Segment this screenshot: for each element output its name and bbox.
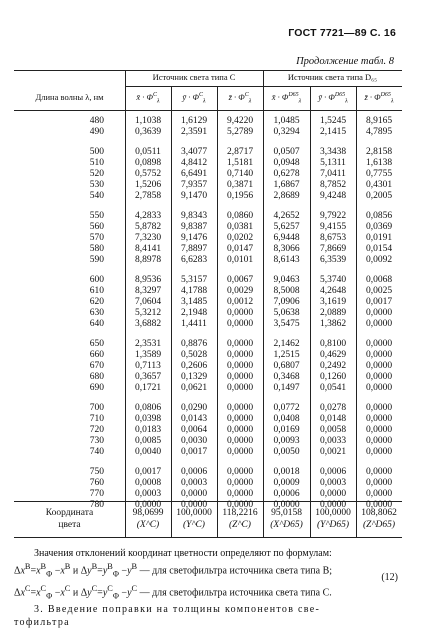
table-cell: 8,4141 bbox=[134, 244, 162, 254]
table-cell: 4,2648 bbox=[319, 286, 347, 296]
table-cell: 0,0000 bbox=[365, 403, 393, 413]
table-cell: 0,0154 bbox=[365, 244, 393, 254]
table-cell: 1,6138 bbox=[365, 158, 393, 168]
table-cell: 3,1619 bbox=[319, 297, 347, 307]
table-cell: 0,2492 bbox=[319, 361, 347, 371]
col-header-z-d65: z̄ · $\Phi^{D65}_\lambda$ bbox=[364, 92, 394, 105]
table-cell: 0,0012 bbox=[226, 297, 254, 307]
wavelength-cell: 570 bbox=[89, 233, 104, 243]
table-cell: 0,0000 bbox=[226, 383, 254, 393]
formula-type-c: $\Delta x^C=x^C_\Phi -x^C$ и $\Delta y^C=y^C_\Phi -y^C$ — для светофильтра источника света типа С. bbox=[14, 584, 332, 601]
table-cell: 8,9536 bbox=[134, 275, 162, 285]
table-cell: 9,8387 bbox=[180, 222, 208, 232]
wavelength-cell: 730 bbox=[89, 436, 104, 446]
wavelength-cell: 760 bbox=[89, 478, 104, 488]
table-continuation-caption: Продолжение табл. 8 bbox=[296, 56, 394, 67]
table-cell: 0,0191 bbox=[365, 233, 393, 243]
table-cell: 0,0003 bbox=[319, 478, 347, 488]
table-cell: 0,0000 bbox=[365, 467, 393, 477]
table-cell: 0,2005 bbox=[365, 191, 393, 201]
wavelength-cell: 510 bbox=[89, 158, 104, 168]
table-cell: 0,5752 bbox=[134, 169, 162, 179]
table-cell: 8,3297 bbox=[134, 286, 162, 296]
table-cell: 0,0006 bbox=[319, 467, 347, 477]
table-cell: 0,7755 bbox=[365, 169, 393, 179]
wavelength-cell: 540 bbox=[89, 191, 104, 201]
table-cell: 0,0021 bbox=[319, 447, 347, 457]
section-3-heading: 3. Введение поправки на толщины компонентов све- bbox=[34, 604, 321, 615]
table-cell: 7,3230 bbox=[134, 233, 162, 243]
wavelength-cell: 480 bbox=[89, 116, 104, 126]
table-cell: 6,6491 bbox=[180, 169, 208, 179]
table-cell: 9,4220 bbox=[226, 116, 254, 126]
table-cell: 1,6867 bbox=[273, 180, 300, 190]
table-cell: 0,0772 bbox=[273, 403, 300, 413]
table-cell: 5,3740 bbox=[319, 275, 347, 285]
wavelength-cell: 530 bbox=[89, 180, 104, 190]
table-cell: 1,3862 bbox=[319, 319, 347, 329]
table-cell: 0,0183 bbox=[134, 425, 162, 435]
wavelength-cell: 630 bbox=[89, 308, 104, 318]
table-cell: 0,0000 bbox=[226, 372, 254, 382]
table-cell: 0,0009 bbox=[273, 478, 300, 488]
table-cell: 9,8343 bbox=[180, 211, 208, 221]
table-cell: 6,3539 bbox=[319, 255, 347, 265]
table-cell: 0,0003 bbox=[180, 478, 208, 488]
table-cell: 8,5008 bbox=[273, 286, 300, 296]
table-cell: 0,4629 bbox=[319, 350, 347, 360]
table-cell: 0,0369 bbox=[365, 222, 393, 232]
table-cell: 0,0000 bbox=[365, 447, 393, 457]
coord-symbol: (X^D65) bbox=[270, 520, 303, 530]
table-cell: 0,0092 bbox=[365, 255, 393, 265]
table-cell: 0,0000 bbox=[226, 467, 254, 477]
table-cell: 9,1476 bbox=[180, 233, 208, 243]
table-cell: 0,0017 bbox=[365, 297, 393, 307]
table-cell: 0,1956 bbox=[226, 191, 254, 201]
table-cell: 0,0000 bbox=[365, 308, 393, 318]
table-cell: 8,6143 bbox=[273, 255, 300, 265]
table-cell: 0,0000 bbox=[365, 436, 393, 446]
coord-label-1: Координата bbox=[45, 508, 94, 518]
table-cell: 9,1470 bbox=[180, 191, 208, 201]
table-cell: 0,0381 bbox=[226, 222, 254, 232]
wavelength-cell: 670 bbox=[89, 361, 104, 371]
table-cell: 0,0000 bbox=[365, 372, 393, 382]
table-cell: 8,7852 bbox=[319, 180, 347, 190]
table-cell: 3,6882 bbox=[134, 319, 162, 329]
table-cell: 0,0000 bbox=[365, 500, 393, 510]
table-cell: 0,0030 bbox=[180, 436, 208, 446]
wavelength-cell: 640 bbox=[89, 319, 104, 329]
table-cell: 0,0000 bbox=[365, 350, 393, 360]
table-cell: 0,0169 bbox=[273, 425, 300, 435]
table-cell: 5,0638 bbox=[273, 308, 300, 318]
table-cell: 0,0856 bbox=[365, 211, 393, 221]
table-cell: 6,9448 bbox=[273, 233, 300, 243]
table-cell: 0,5028 bbox=[180, 350, 208, 360]
table-cell: 0,0033 bbox=[319, 436, 347, 446]
table-cell: 0,0000 bbox=[226, 436, 254, 446]
table-cell: 0,0000 bbox=[180, 500, 208, 510]
table-cell: 7,9357 bbox=[180, 180, 208, 190]
table-cell: 2,8689 bbox=[273, 191, 300, 201]
table-cell: 0,0017 bbox=[134, 467, 162, 477]
spectral-data-table bbox=[14, 70, 402, 538]
table-cell: 0,0000 bbox=[134, 500, 162, 510]
table-cell: 5,3157 bbox=[180, 275, 208, 285]
table-cell: 0,0000 bbox=[226, 403, 254, 413]
table-cell: 8,9165 bbox=[365, 116, 393, 126]
coord-value: 100,0000 bbox=[315, 508, 351, 518]
table-cell: 5,8782 bbox=[134, 222, 162, 232]
table-cell: 0,3294 bbox=[273, 127, 300, 137]
coord-symbol: (X^C) bbox=[136, 520, 160, 530]
coord-value: 100,0000 bbox=[176, 508, 212, 518]
table-cell: 0,0000 bbox=[365, 489, 393, 499]
wavelength-cell: 750 bbox=[89, 467, 104, 477]
formula-type-b: $\Delta x^B=x^B_\Phi -x^B$ и $\Delta y^B=y^B_\Phi -y^B$ — для светофильтра источника света типа B; bbox=[14, 562, 333, 579]
table-cell: 0,0290 bbox=[180, 403, 208, 413]
table-cell: 0,0040 bbox=[134, 447, 162, 457]
table-cell: 0,0068 bbox=[365, 275, 393, 285]
table-cell: 8,6753 bbox=[319, 233, 347, 243]
table-cell: 0,0000 bbox=[365, 383, 393, 393]
table-cell: 0,0093 bbox=[273, 436, 300, 446]
table-cell: 0,0507 bbox=[273, 147, 300, 157]
table-cell: 0,0000 bbox=[226, 350, 254, 360]
table-cell: 0,3639 bbox=[134, 127, 162, 137]
wavelength-cell: 710 bbox=[89, 414, 104, 424]
table-cell: 0,0058 bbox=[319, 425, 347, 435]
table-cell: 0,0278 bbox=[319, 403, 347, 413]
table-cell: 0,0000 bbox=[226, 425, 254, 435]
wavelength-cell: 680 bbox=[89, 372, 104, 382]
section-3-heading-cont: тофильтра bbox=[14, 617, 70, 628]
wavelength-cell: 650 bbox=[89, 339, 104, 349]
table-cell: 0,0064 bbox=[180, 425, 208, 435]
table-cell: 1,1038 bbox=[134, 116, 162, 126]
table-cell: 0,4301 bbox=[365, 180, 393, 190]
table-cell: 0,0000 bbox=[226, 489, 254, 499]
table-cell: 0,0948 bbox=[273, 158, 300, 168]
header-bottom-rule bbox=[14, 110, 402, 111]
table-cell: 0,0006 bbox=[273, 489, 300, 499]
col-header-z-c: z̄ · $\Phi^C_\lambda$ bbox=[228, 92, 252, 105]
table-cell: 4,1788 bbox=[180, 286, 208, 296]
table-cell: 7,8669 bbox=[319, 244, 347, 254]
table-cell: 2,8717 bbox=[226, 147, 254, 157]
table-cell: 0,7113 bbox=[135, 361, 161, 371]
wavelength-cell: 580 bbox=[89, 244, 104, 254]
coord-label-2: цвета bbox=[58, 520, 81, 530]
table-cell: 7,0411 bbox=[320, 169, 346, 179]
table-cell: 0,2606 bbox=[180, 361, 208, 371]
table-cell: 0,1329 bbox=[180, 372, 208, 382]
wavelength-cell: 770 bbox=[89, 489, 104, 499]
table-cell: 0,0000 bbox=[365, 414, 393, 424]
table-cell: 4,8412 bbox=[180, 158, 208, 168]
table-cell: 1,0485 bbox=[273, 116, 300, 126]
table-cell: 0,0000 bbox=[365, 361, 393, 371]
table-cell: 0,0202 bbox=[226, 233, 254, 243]
table-cell: 7,8897 bbox=[180, 244, 208, 254]
table-cell: 0,0398 bbox=[134, 414, 162, 424]
table-cell: 5,6257 bbox=[273, 222, 300, 232]
coord-value: 118,2216 bbox=[222, 508, 258, 518]
table-cell: 0,0000 bbox=[319, 489, 347, 499]
table-cell: 0,0143 bbox=[180, 414, 208, 424]
col-header-x-c: x̄ · $\Phi^C_\lambda$ bbox=[136, 92, 160, 105]
table-cell: 5,3212 bbox=[134, 308, 162, 318]
table-cell: 1,4411 bbox=[181, 319, 207, 329]
table-cell: 0,0000 bbox=[226, 308, 254, 318]
coord-value: 98,0699 bbox=[132, 508, 164, 518]
equation-number: (12) bbox=[381, 572, 398, 583]
table-cell: 0,6807 bbox=[273, 361, 300, 371]
table-cell: 2,3591 bbox=[180, 127, 208, 137]
table-cell: 2,8158 bbox=[365, 147, 393, 157]
table-cell: 8,3066 bbox=[273, 244, 300, 254]
table-cell: 0,0018 bbox=[273, 467, 300, 477]
wavelength-cell: 500 bbox=[89, 147, 104, 157]
table-cell: 0,0000 bbox=[226, 478, 254, 488]
wavelength-cell: 600 bbox=[89, 275, 104, 285]
table-cell: 0,3468 bbox=[273, 372, 300, 382]
col-header-y-d65: ȳ · $\Phi^{D65}_\lambda$ bbox=[318, 92, 348, 105]
col-header-x-d65: x̄ · $\Phi^{D65}_\lambda$ bbox=[271, 92, 302, 105]
table-cell: 9,0463 bbox=[273, 275, 300, 285]
table-cell: 2,7858 bbox=[134, 191, 162, 201]
table-cell: 0,0006 bbox=[180, 467, 208, 477]
table-cell: 0,0000 bbox=[226, 447, 254, 457]
table-cell: 9,4155 bbox=[319, 222, 347, 232]
table-cell: 1,6129 bbox=[180, 116, 208, 126]
table-cell: 9,4248 bbox=[319, 191, 347, 201]
table-cell: 0,0067 bbox=[226, 275, 254, 285]
table-cell: 0,0511 bbox=[135, 147, 161, 157]
table-cell: 0,0029 bbox=[226, 286, 254, 296]
table-top-rule bbox=[14, 70, 402, 71]
table-bottom-rule bbox=[14, 537, 402, 538]
table-cell: 0,0008 bbox=[134, 478, 162, 488]
table-cell: 0,0000 bbox=[365, 339, 393, 349]
table-cell: 2,1415 bbox=[319, 127, 347, 137]
coord-symbol: (Z^C) bbox=[229, 520, 251, 530]
coord-symbol: (Z^D65) bbox=[363, 520, 395, 530]
table-cell: 0,0000 bbox=[226, 414, 254, 424]
table-cell: 0,8100 bbox=[319, 339, 347, 349]
coord-value: 108,8062 bbox=[361, 508, 397, 518]
table-cell: 0,0898 bbox=[134, 158, 162, 168]
table-cell: 0,0000 bbox=[226, 500, 254, 510]
wavelength-cell: 520 bbox=[89, 169, 104, 179]
table-cell: 0,0000 bbox=[226, 319, 254, 329]
col-header-y-c: ȳ · $\Phi^C_\lambda$ bbox=[182, 92, 206, 105]
table-cell: 0,3657 bbox=[134, 372, 162, 382]
table-cell: 0,0147 bbox=[226, 244, 254, 254]
wavelength-cell: 780 bbox=[89, 500, 104, 510]
wavelength-cell: 700 bbox=[89, 403, 104, 413]
table-cell: 1,2515 bbox=[273, 350, 300, 360]
table-cell: 0,0000 bbox=[180, 489, 208, 499]
table-cell: 0,0148 bbox=[319, 414, 347, 424]
wavelength-cell: 740 bbox=[89, 447, 104, 457]
table-cell: 0,8876 bbox=[180, 339, 208, 349]
table-cell: 3,3438 bbox=[319, 147, 347, 157]
table-cell: 0,1260 bbox=[319, 372, 347, 382]
table-cell: 0,0000 bbox=[365, 319, 393, 329]
wavelength-header: Длина волны λ, нм bbox=[35, 92, 104, 102]
wavelength-cell: 690 bbox=[89, 383, 104, 393]
wavelength-cell: 490 bbox=[89, 127, 104, 137]
table-cell: 8,8978 bbox=[134, 255, 162, 265]
wavelength-cell: 720 bbox=[89, 425, 104, 435]
table-cell: 0,0806 bbox=[134, 403, 162, 413]
table-cell: 0,0000 bbox=[319, 500, 347, 510]
wavelength-cell: 610 bbox=[89, 286, 104, 296]
table-cell: 0,0101 bbox=[226, 255, 254, 265]
table-cell: 0,1497 bbox=[273, 383, 300, 393]
table-cell: 5,1311 bbox=[320, 158, 346, 168]
table-cell: 1,3589 bbox=[134, 350, 162, 360]
table-cell: 2,3531 bbox=[134, 339, 162, 349]
table-cell: 2,1948 bbox=[180, 308, 208, 318]
table-cell: 0,0000 bbox=[226, 361, 254, 371]
table-cell: 3,4077 bbox=[180, 147, 208, 157]
table-cell: 0,1721 bbox=[134, 383, 162, 393]
table-cell: 0,0085 bbox=[134, 436, 162, 446]
table-cell: 4,2652 bbox=[273, 211, 300, 221]
group-header-c: Источник света типа С bbox=[152, 72, 236, 82]
page-header: ГОСТ 7721—89 С. 16 bbox=[288, 27, 396, 39]
table-cell: 0,0003 bbox=[134, 489, 162, 499]
table-cell: 0,3871 bbox=[226, 180, 254, 190]
table-cell: 0,0621 bbox=[180, 383, 208, 393]
table-cell: 2,1462 bbox=[273, 339, 300, 349]
table-cell: 4,2833 bbox=[134, 211, 162, 221]
table-cell: 0,0000 bbox=[365, 425, 393, 435]
group-header-d65: Источник света типа D₆₅ bbox=[287, 72, 378, 82]
table-cell: 0,0000 bbox=[273, 500, 300, 510]
coord-symbol: (Y^D65) bbox=[317, 520, 349, 530]
table-cell: 5,2789 bbox=[226, 127, 254, 137]
table-cell: 0,7140 bbox=[226, 169, 254, 179]
table-cell: 1,5181 bbox=[226, 158, 254, 168]
table-cell: 1,5245 bbox=[319, 116, 347, 126]
table-cell: 0,0025 bbox=[365, 286, 393, 296]
table-cell: 0,0860 bbox=[226, 211, 254, 221]
table-cell: 1,5206 bbox=[134, 180, 162, 190]
table-cell: 6,6283 bbox=[180, 255, 208, 265]
coord-symbol: (Y^C) bbox=[183, 520, 205, 530]
wavelength-cell: 560 bbox=[89, 222, 104, 232]
table-cell: 2,0889 bbox=[319, 308, 347, 318]
wavelength-cell: 550 bbox=[89, 211, 104, 221]
table-cell: 9,7922 bbox=[319, 211, 347, 221]
table-cell: 0,0408 bbox=[273, 414, 300, 424]
table-cell: 7,0906 bbox=[273, 297, 300, 307]
coord-value: 95,0158 bbox=[271, 508, 302, 518]
table-cell: 3,5475 bbox=[273, 319, 300, 329]
table-cell: 0,0050 bbox=[273, 447, 300, 457]
table-cell: 7,0604 bbox=[134, 297, 162, 307]
table-cell: 0,0000 bbox=[365, 478, 393, 488]
table-cell: 0,0017 bbox=[180, 447, 208, 457]
table-cell: 3,1485 bbox=[180, 297, 208, 307]
table-cell: 0,6278 bbox=[273, 169, 300, 179]
wavelength-cell: 620 bbox=[89, 297, 104, 307]
wavelength-cell: 660 bbox=[89, 350, 104, 360]
table-cell: 4,7895 bbox=[365, 127, 393, 137]
wavelength-cell: 590 bbox=[89, 255, 104, 265]
table-cell: 0,0541 bbox=[319, 383, 347, 393]
paragraph-deviation-intro: Значения отклонений координат цветности определяют по формулам: bbox=[34, 548, 332, 559]
table-cell: 0,0000 bbox=[226, 339, 254, 349]
